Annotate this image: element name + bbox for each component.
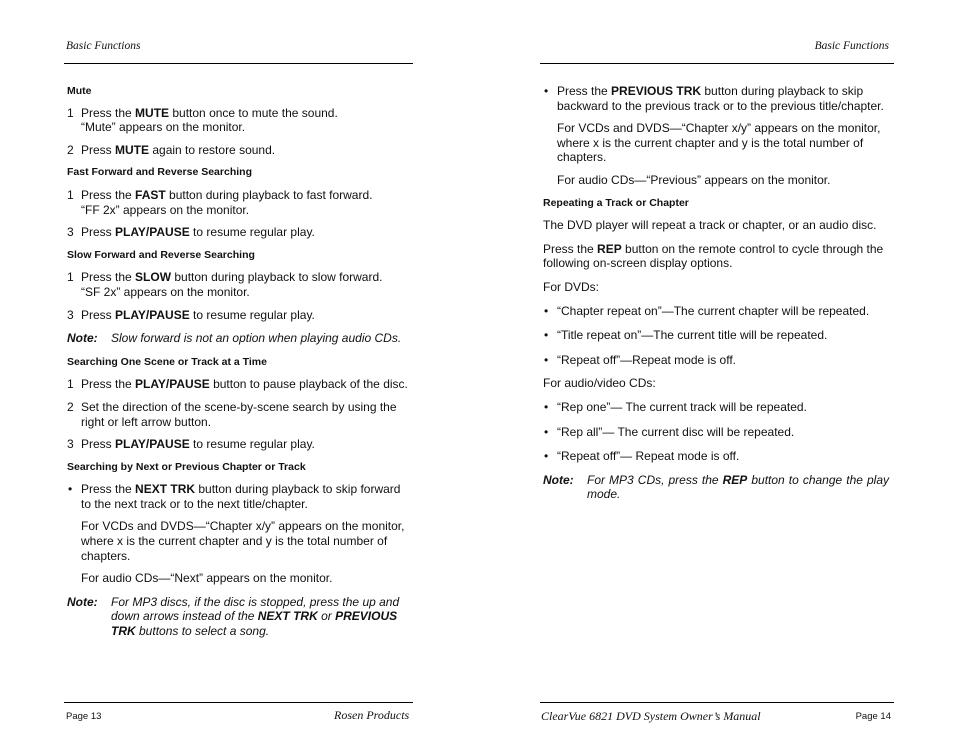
next-trk-bullet: • Press the NEXT TRK button during playback to skip forward to the next track or to the next title/chapter. — [68, 482, 401, 511]
fast-forward-heading: Fast Forward and Reverse Searching — [67, 166, 252, 179]
next-prev-heading: Searching by Next or Previous Chapter or Track — [67, 460, 306, 473]
scene-step-1: 1 Press the PLAY/PAUSE button to pause playback of the disc. — [67, 377, 408, 392]
sf-step-3: 3 Press PLAY/PAUSE to resume regular play. — [67, 307, 315, 322]
scene-step-3: 3 Press PLAY/PAUSE to resume regular play. — [67, 437, 315, 452]
right-page-header: Basic Functions — [814, 40, 889, 52]
right-footer-rule — [540, 702, 894, 703]
ff-step-3: 3 Press PLAY/PAUSE to resume regular play. — [67, 225, 315, 240]
right-footer-manual: ClearVue 6821 DVD System Owner’s Manual — [541, 709, 761, 723]
next-audio-text: For audio CDs—“Next” appears on the monitor. — [81, 571, 333, 586]
left-header-rule — [64, 63, 413, 64]
left-page-number: Page 13 — [66, 711, 102, 722]
dvd-label: For DVDs: — [543, 279, 600, 294]
prev-trk-bullet: • Press the PREVIOUS TRK button during playback to skip backward to the previous track or to the previous title/chapter. — [544, 84, 884, 113]
slow-forward-heading: Slow Forward and Reverse Searching — [67, 248, 255, 261]
cd-option: • “Rep one”— The current track will be repeated. — [544, 399, 807, 414]
right-page-number: Page 14 — [855, 711, 891, 722]
mute-step-1: 1 Press the MUTE button once to mute the sound. “Mute” appears on the monitor. — [67, 105, 338, 135]
cd-option: • “Rep all”— The current disc will be repeated. — [544, 424, 795, 439]
mp3-note: Note: For MP3 CDs, press the REP button to change the play mode. — [543, 472, 889, 502]
cd-option: • “Repeat off”— Repeat mode is off. — [544, 449, 740, 464]
scene-step-2: 2 Set the direction of the scene-by-scene search by using the right or left arrow button. — [67, 399, 397, 429]
left-footer-rule — [64, 702, 413, 703]
right-header-rule — [540, 63, 894, 64]
mute-step-2: 2 Press MUTE again to restore sound. — [67, 142, 276, 157]
ff-step-1: 1 Press the FAST button during playback to fast forward. “FF 2x” appears on the monitor. — [67, 187, 373, 217]
repeat-intro: The DVD player will repeat a track or chapter, or an audio disc. — [543, 218, 877, 233]
dvd-option: • “Chapter repeat on”—The current chapter will be repeated. — [544, 303, 870, 318]
mute-heading: Mute — [67, 85, 92, 97]
cd-label: For audio/video CDs: — [543, 376, 656, 391]
right-page-content — [543, 84, 889, 502]
repeat-heading: Repeating a Track or Chapter — [543, 196, 689, 209]
dvd-option: • “Title repeat on”—The current title will be repeated. — [544, 328, 828, 343]
prev-audio-text: For audio CDs—“Previous” appears on the monitor. — [557, 172, 831, 187]
next-vcd-text: For VCDs and DVDS—“Chapter x/y” appears on the monitor, where x is the current chapter and y is the total number of chapters. — [81, 519, 405, 563]
sf-step-1: 1 Press the SLOW button during playback to slow forward. “SF 2x” appears on the monitor. — [67, 270, 383, 299]
left-page-content — [67, 84, 412, 639]
repeat-rep-text: Press the REP button on the remote control to cycle through the following on-screen display options. — [543, 241, 884, 271]
next-note: Note: For MP3 discs, if the disc is stopped, press the up and down arrows instead of the NEXT TRK or PREVIOUS TRK buttons to select a song. — [67, 594, 400, 639]
prev-vcd-text: For VCDs and DVDS—“Chapter x/y” appears on the monitor, where x is the current chapter and y is the total number of chapters. — [557, 121, 881, 165]
sf-note: Note: Slow forward is not an option when playing audio CDs. — [67, 331, 402, 346]
dvd-option: • “Repeat off”—Repeat mode is off. — [544, 352, 736, 367]
scene-search-heading: Searching One Scene or Track at a Time — [67, 355, 267, 368]
left-footer-brand: Rosen Products — [334, 708, 410, 722]
left-page-header: Basic Functions — [66, 40, 141, 52]
